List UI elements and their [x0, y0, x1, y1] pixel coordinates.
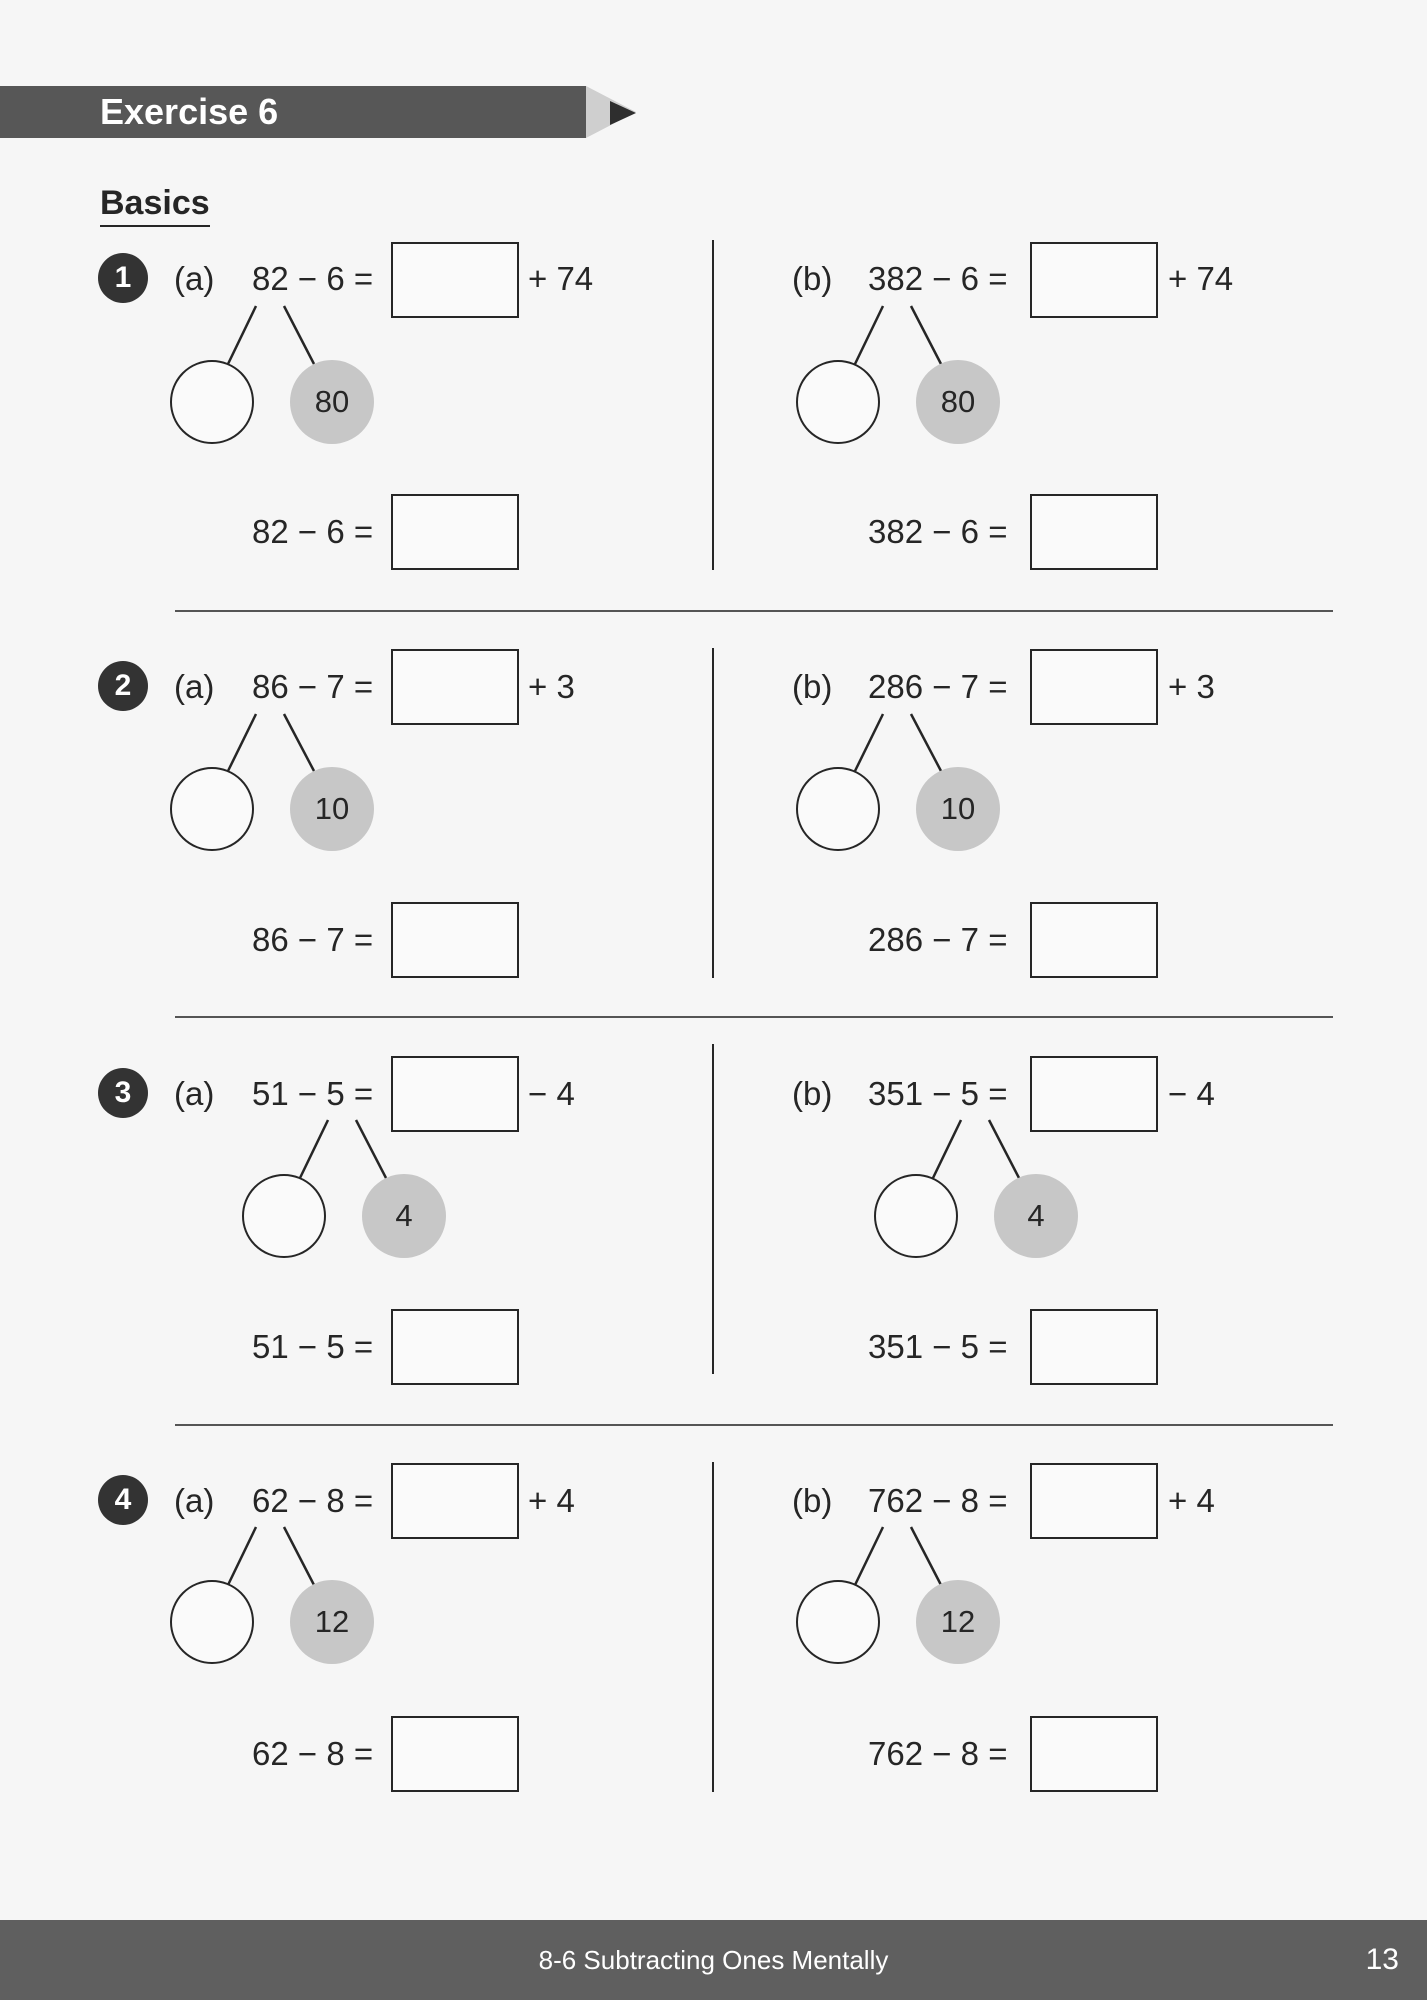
final-expression: 286 − 7 =: [868, 921, 1008, 958]
answer-box[interactable]: [1030, 1716, 1158, 1792]
bond-part-circle: 12: [916, 1580, 1000, 1664]
row-divider: [175, 610, 1333, 612]
answer-box[interactable]: [1030, 1463, 1158, 1539]
part-label: (b): [792, 260, 833, 297]
bond-part-circle: 10: [916, 767, 1000, 851]
part-label: (a): [174, 1482, 215, 1519]
empty-bond-circle[interactable]: [242, 1174, 326, 1258]
bond-part-circle: 10: [290, 767, 374, 851]
page-number: 13: [1365, 1943, 1399, 1976]
suffix-text: + 3: [1168, 668, 1215, 705]
part-label: (b): [792, 1482, 833, 1519]
answer-box[interactable]: [391, 494, 519, 570]
empty-bond-circle[interactable]: [796, 1580, 880, 1664]
empty-bond-circle[interactable]: [796, 767, 880, 851]
problem-number-badge: 3: [98, 1068, 148, 1118]
part-label: (a): [174, 668, 215, 705]
answer-box[interactable]: [391, 649, 519, 725]
suffix-text: + 74: [1168, 260, 1234, 297]
exercise-banner: [0, 86, 586, 138]
bond-part-circle: 80: [916, 360, 1000, 444]
suffix-text: − 4: [528, 1075, 575, 1112]
final-expression: 762 − 8 =: [868, 1735, 1008, 1772]
suffix-text: + 4: [528, 1482, 575, 1519]
final-expression: 382 − 6 =: [868, 513, 1008, 550]
page-footer: [0, 1920, 1427, 2000]
answer-box[interactable]: [1030, 1309, 1158, 1385]
exercise-title: Exercise 6: [100, 91, 279, 132]
part-label: (b): [792, 668, 833, 705]
expression: 82 − 6 =: [252, 260, 374, 297]
answer-box[interactable]: [1030, 649, 1158, 725]
expression: 351 − 5 =: [868, 1075, 1008, 1112]
bond-part-circle: 12: [290, 1580, 374, 1664]
suffix-text: + 3: [528, 668, 575, 705]
empty-bond-circle[interactable]: [170, 767, 254, 851]
column-divider: [712, 240, 714, 570]
suffix-text: + 4: [1168, 1482, 1215, 1519]
expression: 762 − 8 =: [868, 1482, 1008, 1519]
final-expression: 62 − 8 =: [252, 1735, 374, 1772]
column-divider: [712, 1462, 714, 1792]
expression: 286 − 7 =: [868, 668, 1008, 705]
problem-number-badge: 2: [98, 661, 148, 711]
empty-bond-circle[interactable]: [170, 1580, 254, 1664]
empty-bond-circle[interactable]: [170, 360, 254, 444]
final-expression: 86 − 7 =: [252, 921, 374, 958]
answer-box[interactable]: [1030, 1056, 1158, 1132]
final-expression: 82 − 6 =: [252, 513, 374, 550]
expression: 382 − 6 =: [868, 260, 1008, 297]
bond-part-circle: 4: [362, 1174, 446, 1258]
expression: 86 − 7 =: [252, 668, 374, 705]
column-divider: [712, 1044, 714, 1374]
column-divider: [712, 648, 714, 978]
empty-bond-circle[interactable]: [796, 360, 880, 444]
final-expression: 51 − 5 =: [252, 1328, 374, 1365]
part-label: (b): [792, 1075, 833, 1112]
suffix-text: − 4: [1168, 1075, 1215, 1112]
final-expression: 351 − 5 =: [868, 1328, 1008, 1365]
part-label: (a): [174, 1075, 215, 1112]
row-divider: [175, 1424, 1333, 1426]
arrow-right-icon: [610, 101, 636, 125]
problem-number-badge: 1: [98, 253, 148, 303]
answer-box[interactable]: [391, 242, 519, 318]
section-heading: Basics: [100, 183, 210, 227]
answer-box[interactable]: [1030, 494, 1158, 570]
suffix-text: + 74: [528, 260, 594, 297]
answer-box[interactable]: [391, 1056, 519, 1132]
expression: 51 − 5 =: [252, 1075, 374, 1112]
answer-box[interactable]: [391, 1463, 519, 1539]
answer-box[interactable]: [391, 1716, 519, 1792]
answer-box[interactable]: [1030, 242, 1158, 318]
expression: 62 − 8 =: [252, 1482, 374, 1519]
answer-box[interactable]: [391, 902, 519, 978]
problem-number-badge: 4: [98, 1475, 148, 1525]
row-divider: [175, 1016, 1333, 1018]
empty-bond-circle[interactable]: [874, 1174, 958, 1258]
part-label: (a): [174, 260, 215, 297]
answer-box[interactable]: [391, 1309, 519, 1385]
footer-title: 8-6 Subtracting Ones Mentally: [538, 1945, 889, 1975]
bond-part-circle: 4: [994, 1174, 1078, 1258]
answer-box[interactable]: [1030, 902, 1158, 978]
bond-part-circle: 80: [290, 360, 374, 444]
